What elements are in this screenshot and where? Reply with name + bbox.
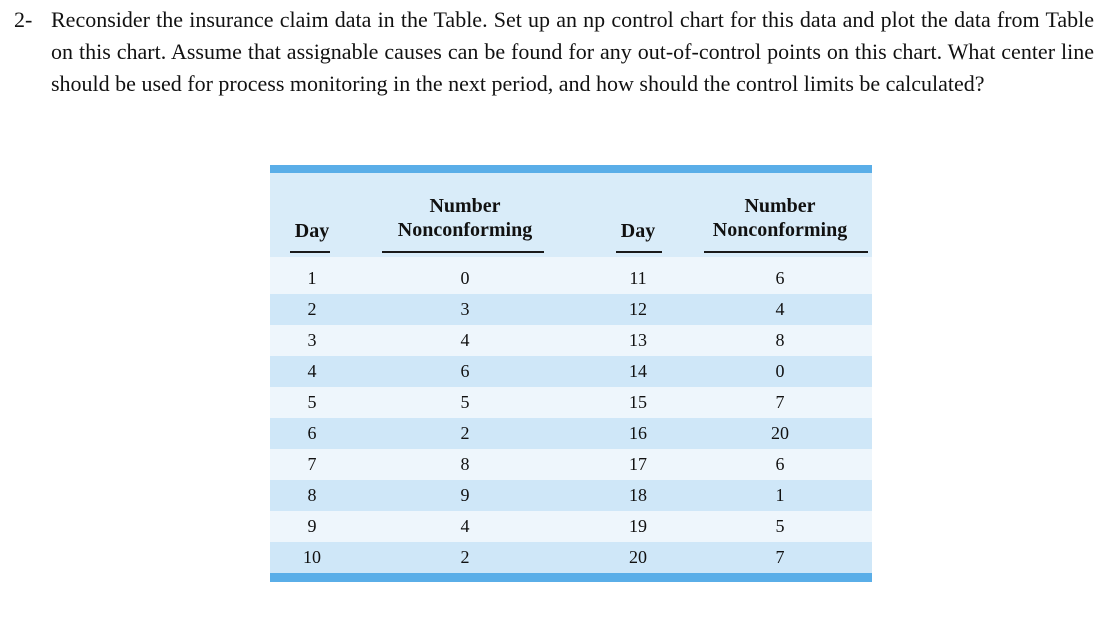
header-number-left: Number xyxy=(429,195,501,217)
cell-day-right: 16 xyxy=(629,423,647,443)
header-number-right: Number xyxy=(744,195,816,217)
cell-count-left: 8 xyxy=(460,454,470,474)
table-bottom-bar xyxy=(270,573,872,582)
header-day-left: Day xyxy=(294,220,330,242)
header-nonconforming-right: Nonconforming xyxy=(712,219,848,241)
cell-day-left: 7 xyxy=(307,454,317,474)
cell-day-right: 14 xyxy=(629,361,647,381)
table-row xyxy=(270,542,872,573)
cell-count-right: 20 xyxy=(771,423,789,443)
cell-day-right: 11 xyxy=(629,268,647,288)
cell-count-left: 3 xyxy=(460,299,470,319)
cell-day-left: 4 xyxy=(307,361,317,381)
cell-day-right: 15 xyxy=(629,392,647,412)
cell-day-right: 18 xyxy=(629,485,647,505)
cell-count-left: 4 xyxy=(460,516,470,536)
header-nonconforming-left: Nonconforming xyxy=(397,219,533,241)
table-row xyxy=(270,325,872,356)
data-table xyxy=(270,165,872,582)
cell-count-right: 1 xyxy=(775,485,785,505)
cell-count-left: 9 xyxy=(460,485,470,505)
header-rule xyxy=(704,251,868,253)
cell-day-left: 2 xyxy=(307,299,317,319)
table-row xyxy=(270,480,872,511)
cell-count-left: 5 xyxy=(460,392,470,412)
header-number-nonconforming-right xyxy=(690,194,870,242)
cell-day-left: 9 xyxy=(307,516,317,536)
cell-count-right: 8 xyxy=(775,330,785,350)
table-row xyxy=(270,356,872,387)
table-row xyxy=(270,449,872,480)
cell-day-right: 20 xyxy=(629,547,647,567)
table-row xyxy=(270,511,872,542)
table-row xyxy=(270,263,872,294)
cell-day-left: 1 xyxy=(307,268,317,288)
table-body xyxy=(270,263,872,573)
table-row xyxy=(270,294,872,325)
cell-count-left: 2 xyxy=(460,547,470,567)
cell-day-right: 17 xyxy=(629,454,647,474)
table-row xyxy=(270,387,872,418)
cell-count-left: 2 xyxy=(460,423,470,443)
table-top-bar xyxy=(270,165,872,173)
header-rule xyxy=(616,251,662,253)
cell-count-right: 7 xyxy=(775,547,785,567)
cell-day-left: 3 xyxy=(307,330,317,350)
header-rule xyxy=(382,251,544,253)
cell-day-right: 19 xyxy=(629,516,647,536)
table-row xyxy=(270,418,872,449)
question-text: Reconsider the insurance claim data in the Table. Set up an np control chart for this data and plot the data from Table on this chart. Assume that assignable causes can be found for any out-of-control points on this chart. What center line should be used for process monitoring in the next period, and how should the control limits be calculated? xyxy=(51,7,1094,96)
table-header xyxy=(270,173,872,257)
header-number-nonconforming-left xyxy=(374,194,556,242)
cell-count-left: 0 xyxy=(460,268,470,288)
cell-day-right: 12 xyxy=(629,299,647,319)
cell-count-right: 5 xyxy=(775,516,785,536)
cell-count-right: 6 xyxy=(775,268,785,288)
cell-day-left: 6 xyxy=(307,423,317,443)
cell-day-left: 8 xyxy=(307,485,317,505)
cell-count-left: 6 xyxy=(460,361,470,381)
cell-day-left: 5 xyxy=(307,392,317,412)
cell-day-right: 13 xyxy=(629,330,647,350)
cell-count-left: 4 xyxy=(460,330,470,350)
cell-count-right: 4 xyxy=(775,299,785,319)
question-number: 2- xyxy=(14,7,33,32)
header-day-right: Day xyxy=(620,220,656,242)
question-block xyxy=(14,4,1094,100)
cell-day-left: 10 xyxy=(303,547,321,567)
cell-count-right: 0 xyxy=(775,361,785,381)
header-rule xyxy=(290,251,330,253)
cell-count-right: 6 xyxy=(775,454,785,474)
cell-count-right: 7 xyxy=(775,392,785,412)
